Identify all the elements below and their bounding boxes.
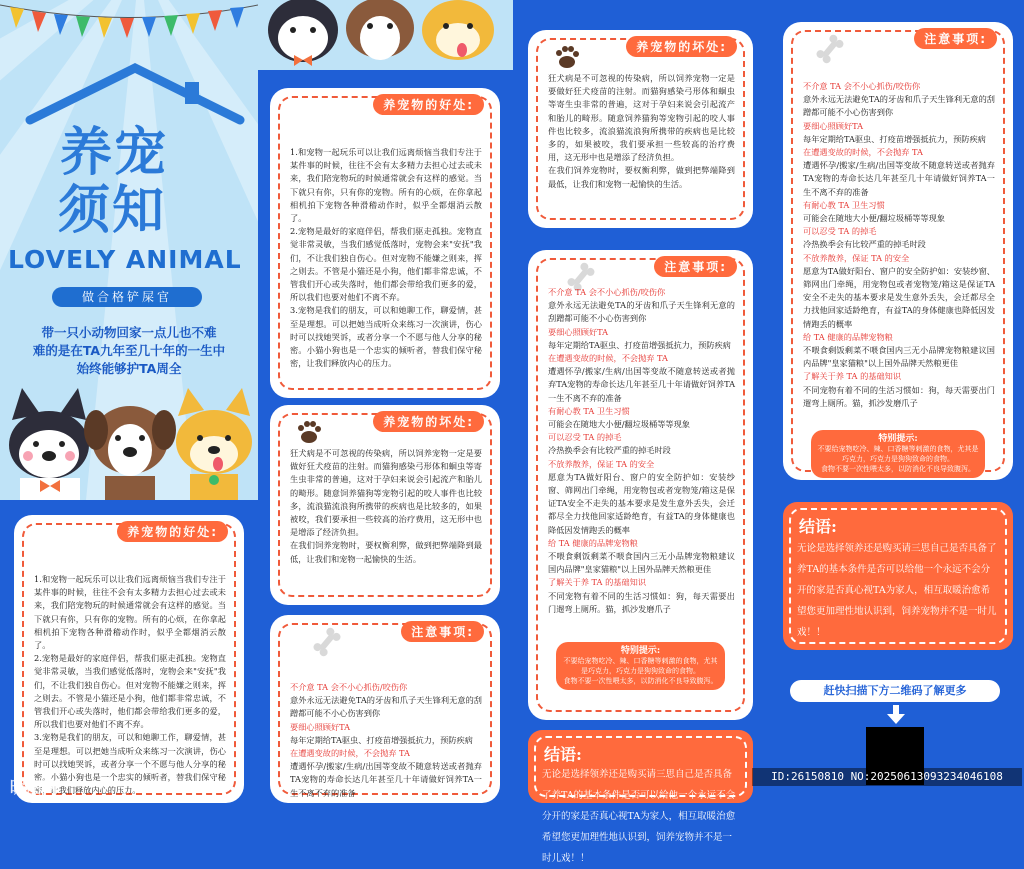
bone-icon: [813, 32, 847, 66]
note-item: 遭遇怀孕/搬家/生病/出国等变故不随意转送或者抛弃TA宠物的寿命长达几年甚至几十年请做好饲养TA一生不离不弃的准备: [803, 160, 995, 197]
paw-icon: [552, 42, 582, 72]
notes-list: [548, 286, 735, 616]
note-item: 有耐心教 TA 卫生习惯: [548, 405, 630, 416]
harms-paragraph-2: 在我们饲养宠物时，要权衡利弊，做到把弊端降到最低，让我们和宠物一起愉快的生活。: [548, 165, 735, 189]
conclusion-text: 无论是选择领养还是购买请三思自己是否具备了养TA的基本条件是否可以给他一个永远不会分开的家是否真心视TA为家人，相互取暖治愈希望您更加理性地认识到，饲养宠物并不是一时儿戏！！: [797, 543, 997, 638]
conclusion-card-2: [783, 502, 1013, 650]
note-item: 意外永远无法避免TA的牙齿和爪子天生锋利无意的刮蹭都可能不小心伤害到你: [548, 300, 735, 324]
note-item: 愿意为TA做好阳台、窗户的安全防护如：安装纱窗、筛网出门牵绳，用宠物包或者宠物笼/箱这是保证TA安全不走失的基本要求是发生意外丢失，会迁都尽全力找他回家适龄绝育，有益TA的身体健康也降低因发情跑丢的概率: [548, 471, 735, 535]
notes-heading: 注意事项:: [654, 256, 737, 277]
note-item: 要细心照顾好TA: [548, 326, 609, 337]
note-item: 遭遇怀孕/搬家/生病/出国等变故不随意转送或者抛弃TA宠物的寿命长达几年甚至几十年请做好饲养TA一生不离不弃的准备: [290, 761, 482, 798]
note-item: 每年定期给TA驱虫、打疫苗增强抵抗力，预防疾病: [290, 734, 473, 745]
note-item: 不喂食剩饭剩菜不喂食国内三无小品牌宠物粮建议国内品牌"皇家猫粮"以上国外品牌天然粮更佳: [548, 551, 735, 575]
note-item: 可能会在随地大小便/翻垃圾桶等等现象: [803, 213, 945, 224]
harms-text: [290, 447, 482, 566]
special-tip-box: [811, 430, 985, 478]
special-tip-box: [556, 642, 725, 690]
conclusion-text: 无论是选择领养还是购买请三思自己是否具备了养TA的基本条件是否可以给他一个永远不会分开的家是否真心视TA为家人，相互取暖治愈希望您更加理性地认识到，饲养宠物并不是一时儿戏！！: [542, 769, 736, 864]
note-item: 每年定期给TA驱虫、打疫苗增强抵抗力，预防疾病: [548, 339, 731, 350]
benefits-heading: 养宠物的好处:: [373, 94, 484, 115]
note-item: 冷热换季会有比较严重的掉毛时段: [803, 239, 926, 250]
harms-paragraph-1: 狂犬病是不可忽视的传染病，所以饲养宠物一定是要做好狂犬疫苗的注射。而猫狗感染弓形体和蛔虫等寄生虫非常的普遍，这对于孕妇来说会引起流产和胎儿的畸形。随意饲养猫狗等宠物引起的咬人事件也比较多，流浪猫流浪狗所携带的疾病也是比较多的，如果被咬，我们要承担一些较高的治疗费用，这无形中也是增添了经济负担。: [290, 448, 482, 538]
note-item: 在遭遇变故的时候，不会抛弃 TA: [548, 353, 668, 364]
notes-heading: 注意事项:: [914, 28, 997, 49]
harms-paragraph-2: 在我们饲养宠物时，要权衡利弊，做到把弊端降到最低，让我们和宠物一起愉快的生活。: [290, 540, 482, 564]
note-item: 每年定期给TA驱虫、打疫苗增强抵抗力，预防疾病: [803, 133, 986, 144]
cover-english-title: LOVELY ANIMAL: [8, 245, 242, 274]
benefits-paragraph-3: 3.宠物是我们的朋友，可以和她聊工作，聊爱情，甚至是理想。可以把她当成听众来练习一次演讲，伤心时可以找她哭诉，或者分享一个不愿与他人分享的秘密。小猫小狗也是一个忠实的倾听者，替我们保守秘密，让我们释放内心的压力。: [34, 732, 226, 796]
notes-card-3: [783, 22, 1013, 480]
harms-heading: 养宠物的坏处:: [373, 411, 484, 432]
benefits-paragraph-3: 3.宠物是我们的朋友，可以和她聊工作，聊爱情，甚至是理想。可以把她当成听众来练习一次演讲，伤心时可以找她哭诉，或者分享一个不愿与他人分享的秘密。小猫小狗也是一个忠实的倾听者，替我们保守秘密，让我们释放内心的压力。: [290, 305, 482, 369]
bunting-flags: [0, 0, 258, 50]
cover-panel: [0, 0, 258, 500]
note-item: 意外永远无法避免TA的牙齿和爪子天生锋利无意的刮蹭都可能不小心伤害到你: [803, 94, 995, 118]
note-item: 不放养散养，保证 TA 的安全: [548, 458, 655, 469]
note-item: 给 TA 健康的品牌宠物粮: [803, 331, 893, 342]
benefits-card-1: [270, 88, 500, 398]
benefits-paragraph-1: 1.和宠物一起玩乐可以让我们远离烦恼当我们专注于某件事的时候，往往不会有太多精力去担心过去或未来，我们陪宠物玩的时候通常就会有这样的感觉。当下就只有你，只有你的宠物。所有的心烦，在你拿起相机拍下宠物各种滑稽动作时，似乎全都烟消云散了。: [290, 147, 482, 224]
note-item: 要细心照顾好TA: [290, 721, 351, 732]
benefits-heading: 养宠物的好处:: [117, 521, 228, 542]
note-item: 不放养散养，保证 TA 的安全: [803, 252, 910, 263]
watermark-site: 昵图网: [10, 778, 59, 797]
special-tip-line: 食物不要一次性喂太多，以防消化不良导致腹泻。: [821, 465, 975, 473]
note-item: 了解关于养 TA 的基础知识: [548, 577, 647, 588]
harms-heading: 养宠物的坏处:: [626, 36, 737, 57]
cover-subtitle: 做合格铲屎官: [52, 287, 202, 307]
note-item: 给 TA 健康的品牌宠物粮: [548, 537, 638, 548]
benefits-text: [34, 573, 226, 797]
benefits-paragraph-1: 1.和宠物一起玩乐可以让我们远离烦恼当我们专注于某件事的时候，往往不会有太多精力去担心过去或未来，我们陪宠物玩的时候通常就会有这样的感觉。当下就只有你，只有你的宠物。所有的心烦，在你拿起相机拍下宠物各种滑稽动作时，似乎全都烟消云散了。: [34, 574, 226, 651]
benefits-card-2: [14, 515, 244, 803]
special-tip-title: 特别提示:: [878, 434, 918, 444]
note-item: 要细心照顾好TA: [803, 120, 864, 131]
special-tip-line: 食物不要一次性喂太多，以防消化不良导致腹泻。: [563, 677, 718, 685]
note-item: 可能会在随地大小便/翻垃圾桶等等现象: [548, 419, 690, 430]
note-item: 不介意 TA 会不小心抓伤/咬伤你: [803, 81, 921, 91]
cover-slogan-line2: 难的是在TA九年至几十年的一生中: [32, 343, 226, 358]
arrow-down-icon: [886, 705, 906, 725]
harms-card-2: [528, 30, 753, 228]
note-item: 不同宠物有着不同的生活习惯如：狗，每天需要出门遛弯上厕所。猫，抓沙发磨爪子: [803, 384, 995, 408]
note-item: 意外永远无法避免TA的牙齿和爪子天生锋利无意的刮蹭都可能不小心伤害到你: [290, 695, 482, 719]
harms-text: [548, 72, 735, 191]
watermark-id: ID:26150810 NO:20250613093234046108: [752, 768, 1022, 786]
note-item: 不喂食剩饭剩菜不喂食国内三无小品牌宠物粮建议国内品牌"皇家猫粮"以上国外品牌天然粮更佳: [803, 345, 995, 369]
benefits-text: [290, 146, 482, 370]
note-item: 不同宠物有着不同的生活习惯如：狗，每天需要出门遛弯上厕所。猫，抓沙发磨爪子: [548, 590, 735, 614]
notes-list: [803, 80, 995, 410]
bone-icon: [310, 625, 344, 659]
cartoon-dogs-illustration: [0, 380, 258, 500]
special-tip-line: 不要给宠物吃冷、辣、口香糖等刺激的食物，尤其是巧克力，巧克力是狗狗致命的食物。: [817, 445, 979, 463]
conclusion-heading: 结语:: [544, 745, 582, 764]
scan-qr-prompt: 赶快扫描下方二维码了解更多: [790, 680, 1000, 702]
cover-slogan-line3: 始终能够护TA周全: [76, 361, 182, 376]
cover-title-line1: 养宠: [60, 122, 169, 183]
conclusion-heading: 结语:: [799, 517, 837, 536]
note-item: 了解关于养 TA 的基础知识: [803, 371, 902, 382]
cover-title-line2: 须知: [58, 180, 167, 241]
notes-list: [290, 681, 482, 800]
note-item: 不介意 TA 会不小心抓伤/咬伤你: [548, 287, 666, 297]
cover-slogan-line1: 带一只小动物回家一点儿也不难: [41, 325, 217, 340]
note-item: 不介意 TA 会不小心抓伤/咬伤你: [290, 682, 408, 692]
harms-paragraph-1: 狂犬病是不可忽视的传染病，所以饲养宠物一定是要做好狂犬疫苗的注射。而猫狗感染弓形体和蛔虫等寄生虫非常的普遍，这对于孕妇来说会引起流产和胎儿的畸形。随意饲养猫狗等宠物引起的咬人事件也比较多，流浪猫流浪狗所携带的疾病也是比较多的，如果被咬，我们要承担一些较高的治疗费用，这无形中也是增添了经济负担。: [548, 73, 735, 163]
note-item: 在遭遇变故的时候，不会抛弃 TA: [290, 748, 410, 759]
benefits-paragraph-2: 2.宠物是最好的家庭伴侣，帮我们驱走孤独。宠物直觉非常灵敏，当我们感觉低落时，宠物会来"安抚"我们，不让我们独自伤心。但对宠物不能嫌之则来，挥之则去。不管是小猫还是小狗，他们都非常忠诚，不管我们开心或失落时，他们都会带给我们更多的爱，所以我们也要对他们不离不弃。: [34, 653, 226, 730]
conclusion-card-1: [528, 730, 753, 864]
note-item: 遭遇怀孕/搬家/生病/出国等变故不随意转送或者抛弃TA宠物的寿命长达几年甚至几十年请做好饲养TA一生不离不弃的准备: [548, 366, 735, 403]
benefits-paragraph-2: 2.宠物是最好的家庭伴侣，帮我们驱走孤独。宠物直觉非常灵敏，当我们感觉低落时，宠物会来"安抚"我们，不让我们独自伤心。但对宠物不能嫌之则来，挥之则去。不管是小猫还是小狗，他们都非常忠诚，不管我们开心或失落时，他们都会带给我们更多的爱，所以我们也要对他们不离不弃。: [290, 226, 482, 303]
paw-icon: [294, 417, 324, 447]
note-item: 在遭遇变故的时候，不会抛弃 TA: [803, 147, 923, 158]
cartoon-dogs-banner: [258, 0, 513, 70]
special-tip-line: 不要给宠物吃冷、辣、口香糖等刺激的食物，尤其是巧克力，巧克力是狗狗致命的食物。: [563, 657, 718, 675]
note-item: 冷热换季会有比较严重的掉毛时段: [548, 445, 671, 456]
note-item: 有耐心教 TA 卫生习惯: [803, 199, 885, 210]
notes-heading: 注意事项:: [401, 621, 484, 642]
notes-card-1: [270, 615, 500, 803]
notes-card-2: [528, 250, 753, 720]
note-item: 可以忍受 TA 的掉毛: [803, 226, 877, 237]
note-item: 愿意为TA做好阳台、窗户的安全防护如：安装纱窗、筛网出门牵绳，用宠物包或者宠物笼/箱这是保证TA安全不走失的基本要求是发生意外丢失，会迁都尽全力找他回家适龄绝育，有益TA的身体健康也降低因发情跑丢的概率: [803, 265, 995, 329]
note-item: 可以忍受 TA 的掉毛: [548, 432, 622, 443]
special-tip-title: 特别提示:: [620, 646, 661, 656]
harms-card-1: [270, 405, 500, 605]
